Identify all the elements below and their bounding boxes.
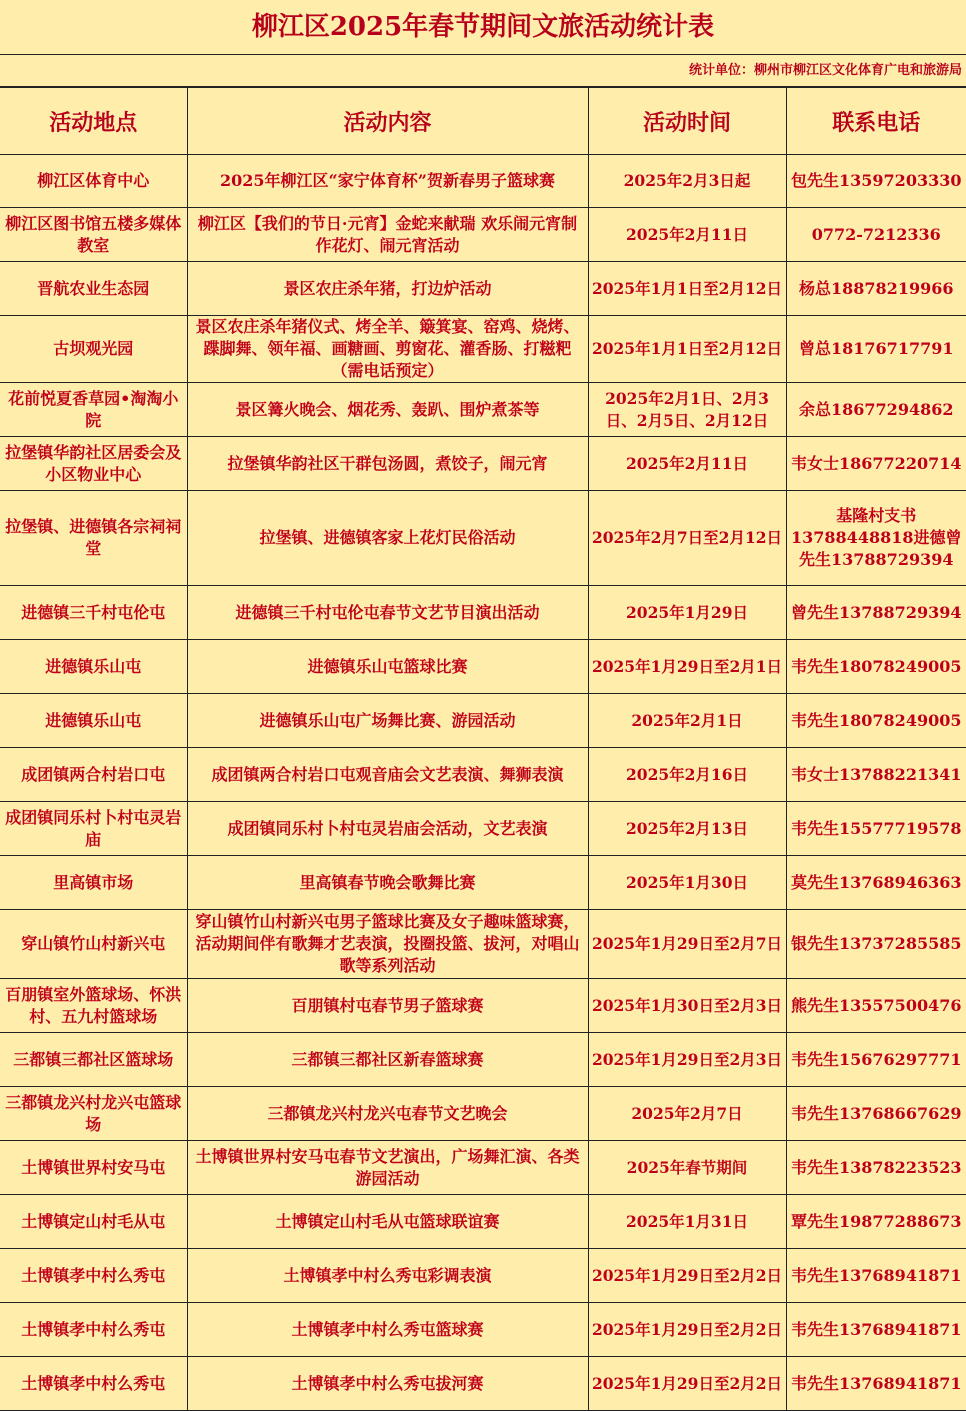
cell-time: 2025年1月29日至2月1日 bbox=[588, 640, 786, 694]
cell-content: 拉堡镇、进德镇客家上花灯民俗活动 bbox=[187, 491, 588, 586]
cell-phone: 熊先生13557500476 bbox=[786, 979, 966, 1033]
cell-phone: 莫先生13768946363 bbox=[786, 856, 966, 910]
cell-time: 2025年1月1日至2月12日 bbox=[588, 262, 786, 316]
cell-location: 进德镇三千村屯伦屯 bbox=[0, 586, 187, 640]
cell-location: 拉堡镇、进德镇各宗祠祠堂 bbox=[0, 491, 187, 586]
cell-phone: 韦先生18078249005 bbox=[786, 694, 966, 748]
table-row bbox=[0, 155, 966, 208]
table-row bbox=[0, 1303, 966, 1357]
table-row bbox=[0, 1141, 966, 1195]
cell-content: 三都镇三都社区新春篮球赛 bbox=[187, 1033, 588, 1087]
cell-content: 三都镇龙兴村龙兴屯春节文艺晚会 bbox=[187, 1087, 588, 1141]
cell-location: 进德镇乐山屯 bbox=[0, 640, 187, 694]
cell-time: 2025年1月30日至2月3日 bbox=[588, 979, 786, 1033]
cell-time: 2025年1月29日至2月3日 bbox=[588, 1033, 786, 1087]
header-time: 活动时间 bbox=[588, 88, 786, 155]
cell-location: 百朋镇室外篮球场、怀洪村、五九村篮球场 bbox=[0, 979, 187, 1033]
cell-location: 土博镇孝中村么秀屯 bbox=[0, 1303, 187, 1357]
issuing-unit: 统计单位：柳州市柳江区文化体育广电和旅游局 bbox=[0, 55, 966, 87]
cell-content: 进德镇乐山屯篮球比赛 bbox=[187, 640, 588, 694]
table-row bbox=[0, 1249, 966, 1303]
cell-location: 土博镇世界村安马屯 bbox=[0, 1141, 187, 1195]
cell-phone: 曾总18176717791 bbox=[786, 316, 966, 383]
table-row bbox=[0, 910, 966, 979]
cell-phone: 韦先生18078249005 bbox=[786, 640, 966, 694]
cell-content: 土博镇定山村毛从屯篮球联谊赛 bbox=[187, 1195, 588, 1249]
cell-location: 成团镇同乐村卜村屯灵岩庙 bbox=[0, 802, 187, 856]
cell-phone: 韦先生15676297771 bbox=[786, 1033, 966, 1087]
cell-location: 里高镇市场 bbox=[0, 856, 187, 910]
table-row bbox=[0, 1195, 966, 1249]
cell-phone: 韦女士18677220714 bbox=[786, 437, 966, 491]
cell-time: 2025年2月7日 bbox=[588, 1087, 786, 1141]
cell-content: 成团镇两合村岩口屯观音庙会文艺表演、舞狮表演 bbox=[187, 748, 588, 802]
cell-time: 2025年2月7日至2月12日 bbox=[588, 491, 786, 586]
cell-phone: 韦先生13768941871 bbox=[786, 1249, 966, 1303]
cell-content: 土博镇孝中村么秀屯彩调表演 bbox=[187, 1249, 588, 1303]
table-row bbox=[0, 437, 966, 491]
cell-content: 进德镇三千村屯伦屯春节文艺节目演出活动 bbox=[187, 586, 588, 640]
cell-time: 2025年1月30日 bbox=[588, 856, 786, 910]
cell-time: 2025年1月1日至2月12日 bbox=[588, 316, 786, 383]
cell-content: 里高镇春节晚会歌舞比赛 bbox=[187, 856, 588, 910]
cell-content: 穿山镇竹山村新兴屯男子篮球比赛及女子趣味篮球赛，活动期间伴有歌舞才艺表演，投圈投篮、拔河，对唱山歌等系列活动 bbox=[187, 910, 588, 979]
cell-time: 2025年1月29日至2月2日 bbox=[588, 1303, 786, 1357]
cell-content: 景区农庄杀年猪，打边炉活动 bbox=[187, 262, 588, 316]
cell-phone: 韦先生13768941871 bbox=[786, 1357, 966, 1411]
table-row bbox=[0, 640, 966, 694]
cell-time: 2025年2月13日 bbox=[588, 802, 786, 856]
cell-content: 拉堡镇华韵社区干群包汤圆，煮饺子，闹元宵 bbox=[187, 437, 588, 491]
cell-location: 拉堡镇华韵社区居委会及小区物业中心 bbox=[0, 437, 187, 491]
cell-location: 土博镇定山村毛从屯 bbox=[0, 1195, 187, 1249]
cell-phone: 基隆村支书13788448818进德曾先生13788729394 bbox=[786, 491, 966, 586]
table-row bbox=[0, 1033, 966, 1087]
table-row bbox=[0, 316, 966, 383]
cell-time: 2025年2月11日 bbox=[588, 208, 786, 262]
cell-time: 2025年2月1日 bbox=[588, 694, 786, 748]
cell-location: 土博镇孝中村么秀屯 bbox=[0, 1357, 187, 1411]
cell-location: 花前悦夏香草园•淘淘小院 bbox=[0, 383, 187, 437]
cell-content: 景区农庄杀年猪仪式、烤全羊、簸箕宴、窑鸡、烧烤、蹀脚舞、领年福、画糖画、剪窗花、灌香肠、打糍粑（需电话预定） bbox=[187, 316, 588, 383]
cell-phone: 覃先生19877288673 bbox=[786, 1195, 966, 1249]
table-row bbox=[0, 586, 966, 640]
page-title: 柳江区2025年春节期间文旅活动统计表 bbox=[0, 0, 966, 55]
cell-time: 2025年2月16日 bbox=[588, 748, 786, 802]
cell-time: 2025年1月29日至2月2日 bbox=[588, 1357, 786, 1411]
cell-phone: 韦女士13788221341 bbox=[786, 748, 966, 802]
header-phone: 联系电话 bbox=[786, 88, 966, 155]
cell-content: 景区篝火晚会、烟花秀、轰趴、围炉煮茶等 bbox=[187, 383, 588, 437]
cell-time: 2025年2月11日 bbox=[588, 437, 786, 491]
cell-content: 土博镇孝中村么秀屯拔河赛 bbox=[187, 1357, 588, 1411]
table-row bbox=[0, 208, 966, 262]
cell-phone: 包先生13597203330 bbox=[786, 155, 966, 208]
table-row bbox=[0, 262, 966, 316]
table-row bbox=[0, 1357, 966, 1411]
cell-time: 2025年1月29日至2月2日 bbox=[588, 1249, 786, 1303]
table-row bbox=[0, 383, 966, 437]
cell-time: 2025年春节期间 bbox=[588, 1141, 786, 1195]
cell-location: 穿山镇竹山村新兴屯 bbox=[0, 910, 187, 979]
cell-content: 进德镇乐山屯广场舞比赛、游园活动 bbox=[187, 694, 588, 748]
cell-location: 进德镇乐山屯 bbox=[0, 694, 187, 748]
cell-location: 古坝观光园 bbox=[0, 316, 187, 383]
cell-content: 2025年柳江区“家宁体育杯”贺新春男子篮球赛 bbox=[187, 155, 588, 208]
cell-time: 2025年2月3日起 bbox=[588, 155, 786, 208]
header-row bbox=[0, 88, 966, 155]
cell-content: 土博镇世界村安马屯春节文艺演出，广场舞汇演、各类游园活动 bbox=[187, 1141, 588, 1195]
header-content: 活动内容 bbox=[187, 88, 588, 155]
cell-location: 柳江区图书馆五楼多媒体教室 bbox=[0, 208, 187, 262]
cell-phone: 余总18677294862 bbox=[786, 383, 966, 437]
table-row bbox=[0, 979, 966, 1033]
cell-location: 三都镇三都社区篮球场 bbox=[0, 1033, 187, 1087]
cell-phone: 韦先生13768941871 bbox=[786, 1303, 966, 1357]
cell-phone: 杨总18878219966 bbox=[786, 262, 966, 316]
cell-content: 百朋镇村屯春节男子篮球赛 bbox=[187, 979, 588, 1033]
cell-phone: 韦先生13768667629 bbox=[786, 1087, 966, 1141]
cell-location: 晋航农业生态园 bbox=[0, 262, 187, 316]
table-row bbox=[0, 856, 966, 910]
activity-table bbox=[0, 87, 966, 1411]
cell-time: 2025年2月1日、2月3日、2月5日、2月12日 bbox=[588, 383, 786, 437]
cell-location: 土博镇孝中村么秀屯 bbox=[0, 1249, 187, 1303]
header-location: 活动地点 bbox=[0, 88, 187, 155]
cell-phone: 银先生13737285585 bbox=[786, 910, 966, 979]
table-row bbox=[0, 491, 966, 586]
cell-phone: 曾先生13788729394 bbox=[786, 586, 966, 640]
cell-location: 三都镇龙兴村龙兴屯篮球场 bbox=[0, 1087, 187, 1141]
cell-location: 成团镇两合村岩口屯 bbox=[0, 748, 187, 802]
table-row bbox=[0, 1087, 966, 1141]
table-row bbox=[0, 694, 966, 748]
cell-phone: 韦先生15577719578 bbox=[786, 802, 966, 856]
table-row bbox=[0, 748, 966, 802]
cell-time: 2025年1月31日 bbox=[588, 1195, 786, 1249]
cell-location: 柳江区体育中心 bbox=[0, 155, 187, 208]
cell-content: 成团镇同乐村卜村屯灵岩庙会活动，文艺表演 bbox=[187, 802, 588, 856]
cell-phone: 韦先生13878223523 bbox=[786, 1141, 966, 1195]
cell-time: 2025年1月29日至2月7日 bbox=[588, 910, 786, 979]
cell-time: 2025年1月29日 bbox=[588, 586, 786, 640]
cell-content: 柳江区【我们的节日·元宵】金蛇来献瑞 欢乐闹元宵制作花灯、闹元宵活动 bbox=[187, 208, 588, 262]
cell-content: 土博镇孝中村么秀屯篮球赛 bbox=[187, 1303, 588, 1357]
table-row bbox=[0, 802, 966, 856]
cell-phone: 0772-7212336 bbox=[786, 208, 966, 262]
